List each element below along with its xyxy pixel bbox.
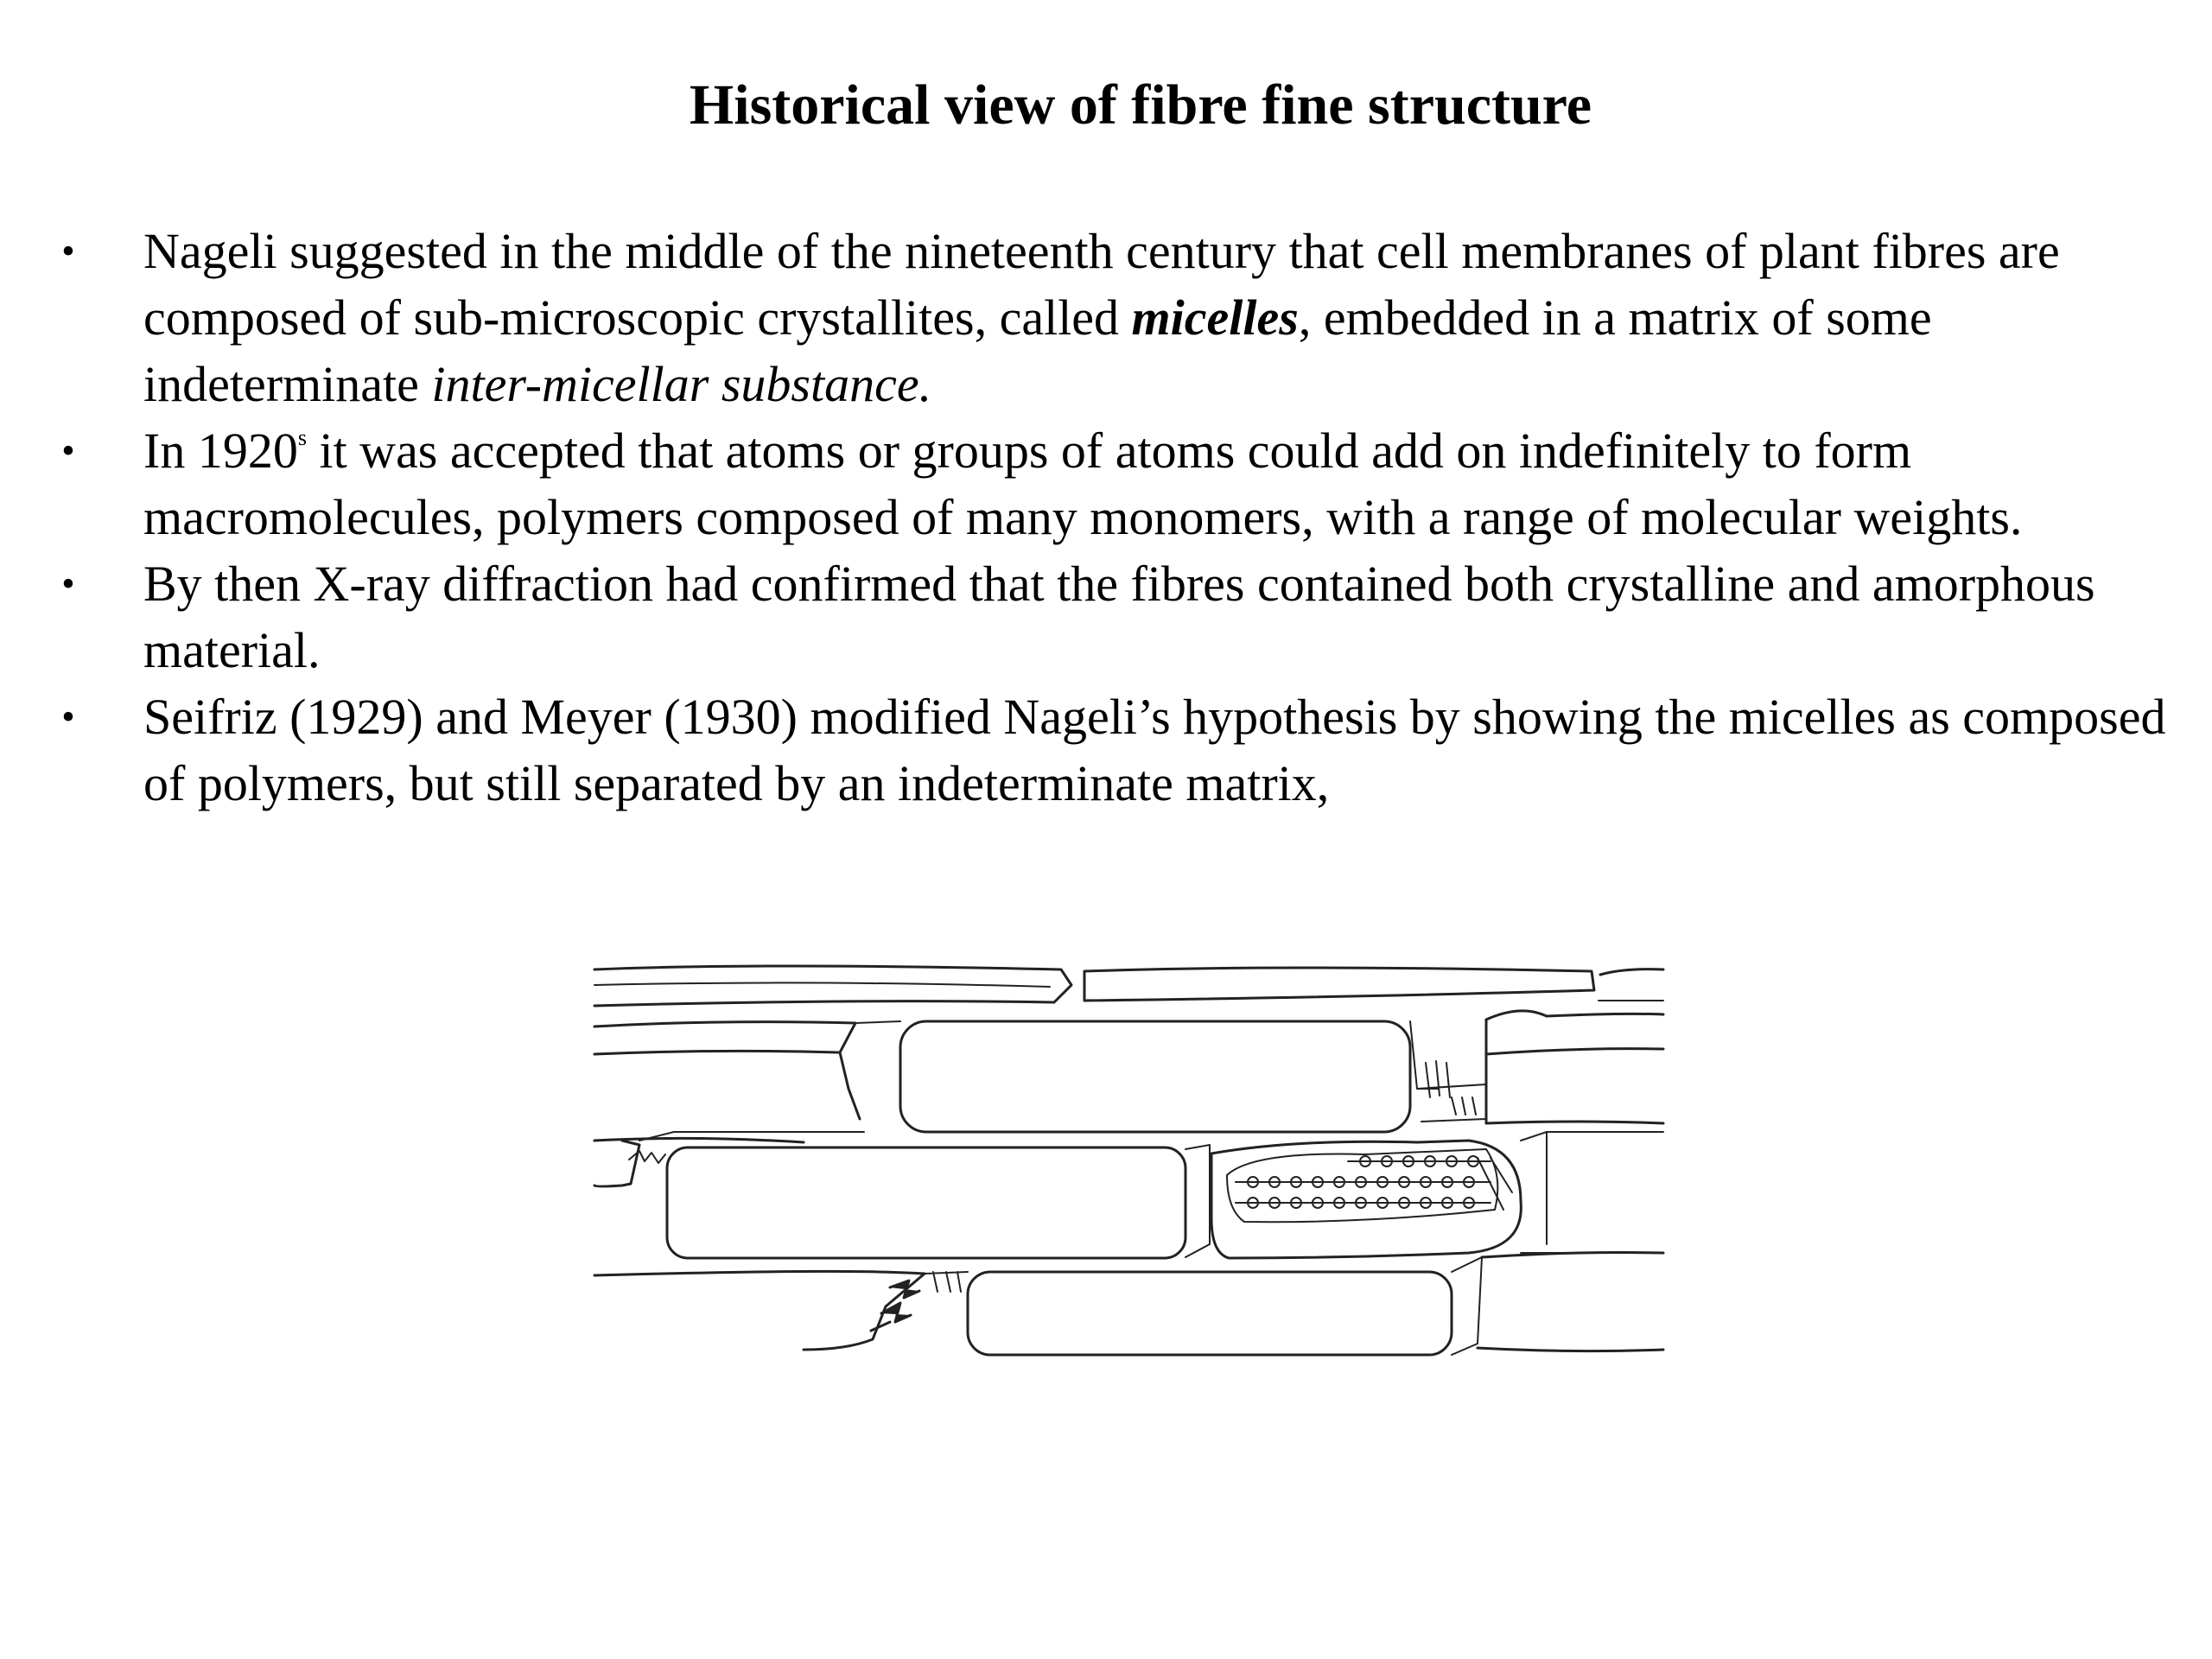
bullet-dot: • <box>61 696 75 738</box>
emphasis-term: micelles <box>1131 289 1299 346</box>
bullet-text: By then X-ray diffraction had confirmed that the fibres contained both crystalline and amorphous material. <box>143 556 2095 678</box>
bullet-item <box>0 417 2212 550</box>
bullet-dot: • <box>61 429 75 472</box>
row4-right-block <box>1478 1253 1663 1351</box>
block-edge <box>855 1021 900 1023</box>
bullet-list <box>0 218 2212 817</box>
bullet-item <box>0 218 2212 417</box>
micelle-block <box>667 1147 1185 1258</box>
bullet-text: Nageli suggested in the middle of the nineteenth century that cell membranes of plant fibres are composed of sub-microscopic crystallites, called <box>143 223 2060 346</box>
top-strand-middle <box>1084 968 1594 1001</box>
micelle-block <box>900 1021 1410 1132</box>
bullet-text: In 1920 <box>143 423 298 479</box>
row3-right-block <box>1521 1132 1663 1253</box>
matrix-gap <box>1417 1084 1486 1122</box>
bullet-text: it was accepted that atoms or groups of atoms could add on indefinitely to form macromolecules, polymers composed of many monomers, with a range of molecular weights. <box>143 423 2023 545</box>
row2-left-line <box>594 1051 838 1054</box>
micelle-diagram <box>588 959 1668 1365</box>
top-strand-right <box>1600 969 1663 975</box>
row4-left-line <box>594 1271 925 1275</box>
block-edge <box>1410 1021 1439 1089</box>
bullet-item <box>0 550 2212 683</box>
bullet-text: , embedded in a matrix of some indeterminate <box>143 289 1932 412</box>
micelle-drawing <box>588 959 1668 1365</box>
block-edge <box>925 1272 968 1292</box>
block-edge <box>1185 1145 1210 1257</box>
bullet-item <box>0 683 2212 817</box>
bullet-dot: • <box>61 563 75 605</box>
bullet-dot: • <box>61 230 75 272</box>
row3-left-end <box>594 1141 639 1186</box>
slide-title: Historical view of fibre fine structure <box>689 73 1592 137</box>
row2-right-block <box>1486 1011 1663 1123</box>
bullet-text: Seifriz (1929) and Meyer (1930) modified Nageli’s hypothesis by showing the micelles as composed of polymers, but still separated by an indeterminate matrix, <box>143 689 2166 811</box>
top-strand-line <box>594 982 1050 987</box>
row2-left-block <box>594 1022 860 1119</box>
micelle-block-detailed <box>1211 1141 1521 1258</box>
superscript: s <box>297 425 307 450</box>
block-edge <box>1452 1257 1482 1355</box>
italic-term: inter-micellar substance. <box>431 356 932 412</box>
micelle-block <box>968 1272 1452 1355</box>
